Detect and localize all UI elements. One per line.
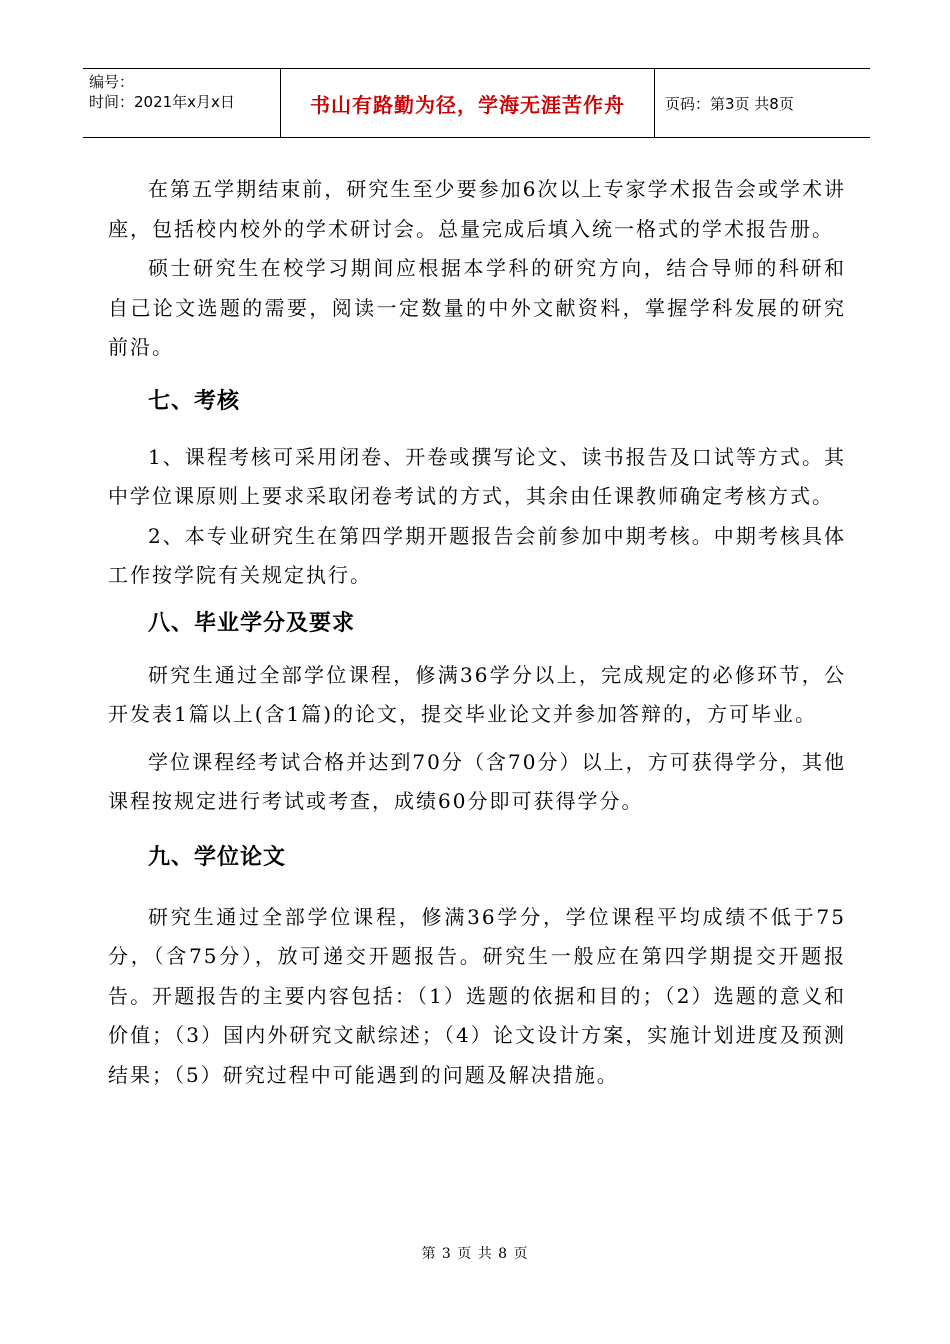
page-footer: 第 3 页 共 8 页 [421, 1246, 529, 1262]
section-heading-assessment: 七、考核 [148, 388, 241, 414]
section-heading-thesis: 九、学位论文 [148, 844, 287, 870]
header-page-info: 页码：第3页 共8页 [665, 94, 794, 113]
header-motto: 书山有路勤为径，学海无涯苦作舟 [281, 69, 655, 137]
paragraph-course-assessment: 1、课程考核可采用闭卷、开卷或撰写论文、读书报告及口试等方式。其中学位课原则上要求采取闭卷考试的方式，其余由任课教师确定考核方式。 [108, 444, 846, 508]
paragraph-thesis-proposal: 研究生通过全部学位课程，修满36学分，学位课程平均成绩不低于75分，（含75分），放可递交开题报告。研究生一般应在第四学期提交开题报告。开题报告的主要内容包括：（1）选题的依据和目的；（2）选题的意义和价值；（3）国内外研究文献综述；（4）论文设计方案，实施计划进度及预测结果；（5）研究过程中可能遇到的问题及解决措施。 [108, 904, 846, 1087]
paragraph-credit-rules: 学位课程经考试合格并达到70分（含70分）以上，方可获得学分，其他课程按规定进行考试或考查，成绩60分即可获得学分。 [108, 749, 846, 813]
document-body [108, 170, 846, 1095]
paragraph-literature-reading: 硕士研究生在校学习期间应根据本学科的研究方向，结合导师的科研和自己论文选题的需要，阅读一定数量的中外文献资料，掌握学科发展的研究前沿。 [108, 256, 846, 359]
section-heading-graduation-credits: 八、毕业学分及要求 [148, 610, 356, 636]
header-meta [83, 69, 281, 137]
paragraph-graduation-requirements: 研究生通过全部学位课程，修满36学分以上，完成规定的必修环节，公开发表1篇以上(含1篇)的论文，提交毕业论文并参加答辩的，方可毕业。 [108, 662, 846, 726]
header-time-label: 时间：2021年x月x日 [89, 93, 235, 111]
paragraph-academic-lectures: 在第五学期结束前，研究生至少要参加6次以上专家学术报告会或学术讲座，包括校内校外的学术研讨会。总量完成后填入统一格式的学术报告册。 [108, 177, 846, 241]
header-number-label: 编号： [89, 73, 135, 91]
page-header [83, 68, 870, 138]
paragraph-midterm-assessment: 2、本专业研究生在第四学期开题报告会前参加中期考核。中期考核具体工作按学院有关规定执行。 [108, 523, 846, 587]
